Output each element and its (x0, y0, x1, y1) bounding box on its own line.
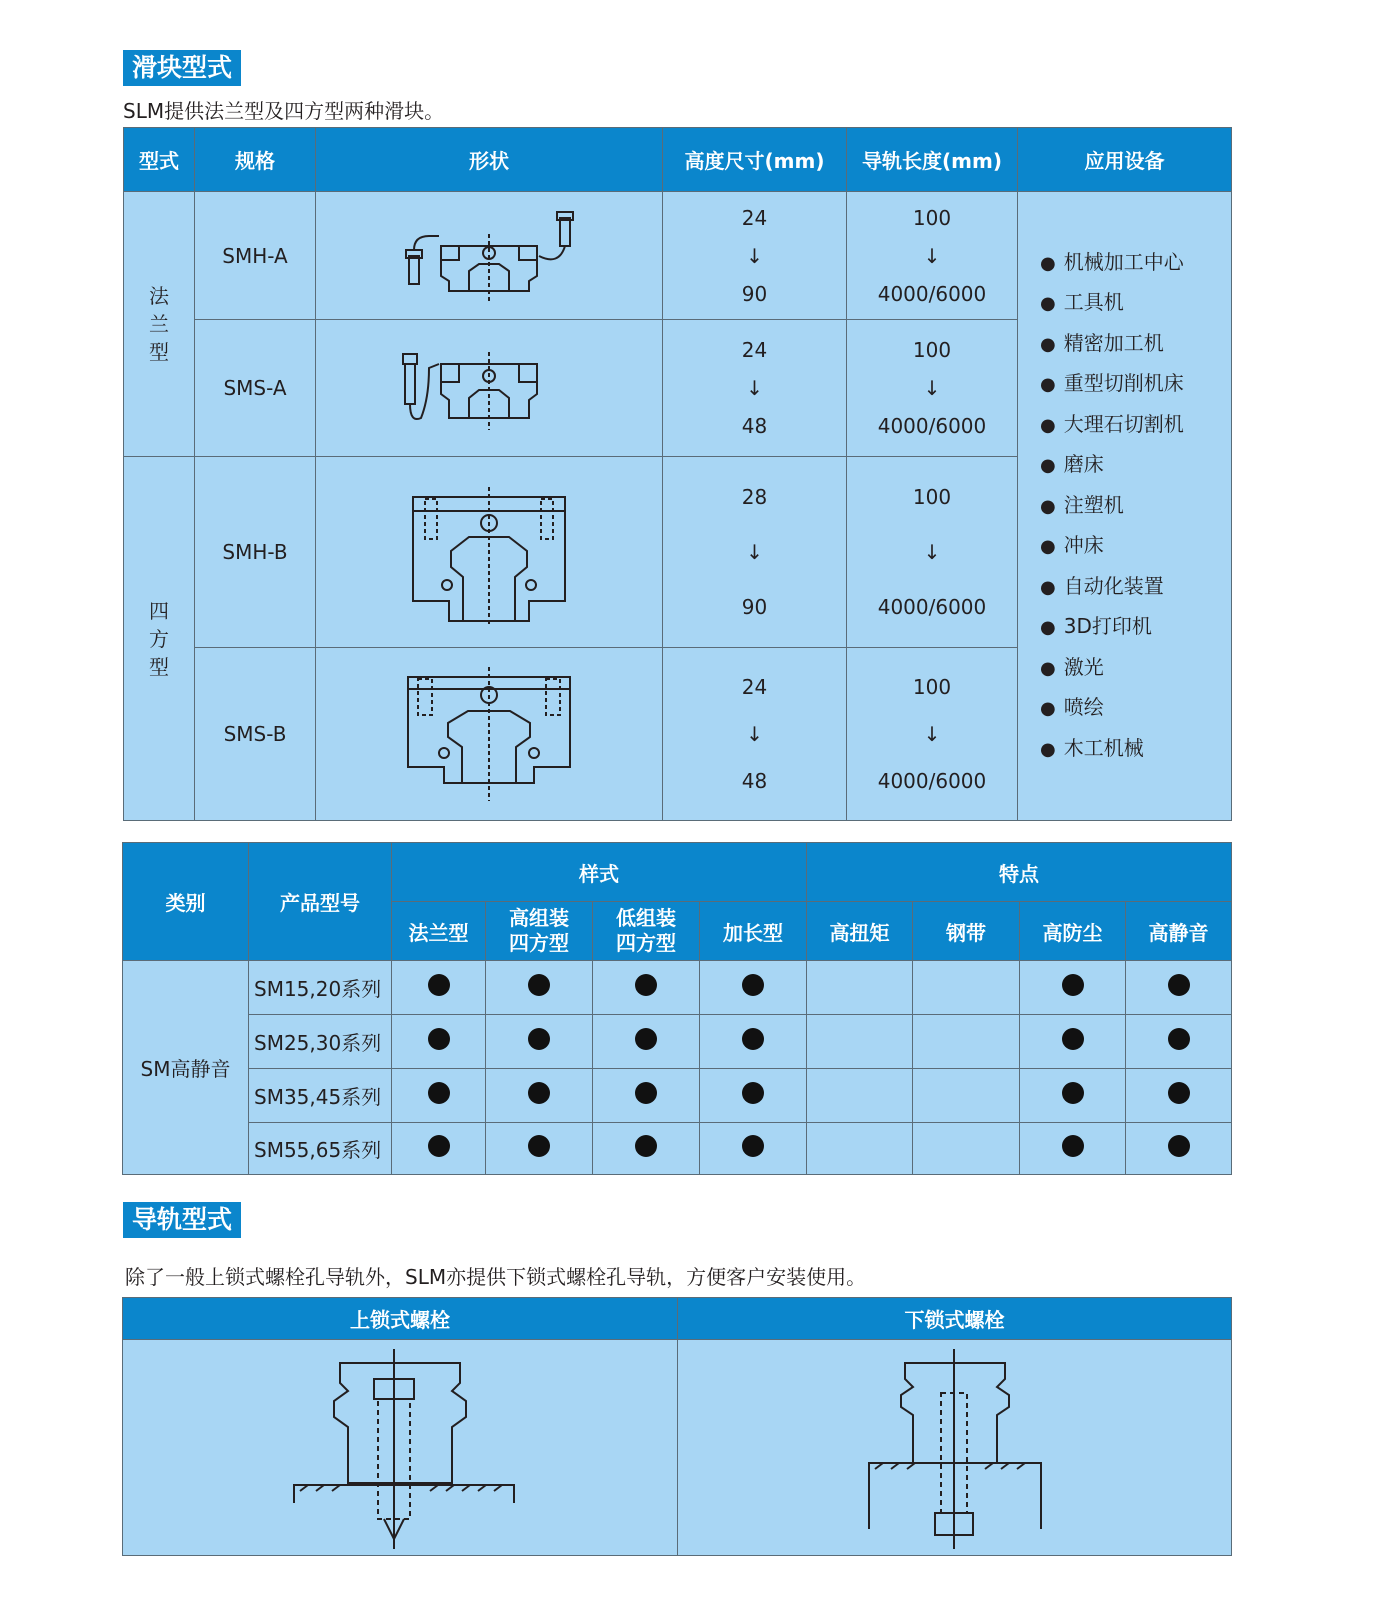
bottom-lock-rail-drawing (855, 1343, 1055, 1553)
header-top-lock: 上锁式螺栓 (123, 1298, 678, 1340)
section-badge-slider: 滑块型式 (123, 50, 241, 86)
mark-cell (1126, 961, 1232, 1015)
header-length: 导轨长度(mm) (847, 128, 1018, 192)
col-low-square: 低组装 四方型 (593, 902, 700, 961)
list-item: ● 激光 (1040, 648, 1231, 689)
mark-cell (700, 1123, 807, 1175)
filled-dot-icon (1062, 974, 1084, 996)
mark-cell (486, 1015, 593, 1069)
header-shape: 形状 (316, 128, 663, 192)
series-feature-table (122, 842, 1232, 1175)
square-block-compact-drawing (394, 659, 584, 809)
mark-cell (392, 961, 486, 1015)
mark-cell (913, 1015, 1020, 1069)
application-list (1018, 192, 1232, 821)
filled-dot-icon (1168, 974, 1190, 996)
mark-cell (1020, 961, 1126, 1015)
top-lock-cell (123, 1340, 678, 1556)
shape-cell (316, 320, 663, 457)
mark-cell (1020, 1069, 1126, 1123)
model-cell: SM15,20系列 (249, 961, 392, 1015)
list-item: ● 自动化装置 (1040, 567, 1231, 608)
mark-cell (486, 1069, 593, 1123)
mark-cell (913, 1069, 1020, 1123)
arrow-down-icon: ↓ (746, 722, 763, 746)
length-cell: 100 ↓ 4000/6000 (847, 457, 1018, 648)
mark-cell (1020, 1015, 1126, 1069)
type-label: 四 方 型 (149, 598, 169, 679)
filled-dot-icon (1062, 1028, 1084, 1050)
height-cell: 24 ↓ 48 (663, 320, 847, 457)
shape-cell (316, 192, 663, 320)
list-item: ● 3D打印机 (1040, 607, 1231, 648)
mark-cell (913, 961, 1020, 1015)
col-high-torque: 高扭矩 (807, 902, 913, 961)
filled-dot-icon (635, 1135, 657, 1157)
top-lock-rail-drawing (280, 1343, 520, 1553)
flange-block-bolt-bottom-drawing (389, 338, 589, 438)
mark-cell (807, 961, 913, 1015)
slider-spec-table (123, 127, 1232, 821)
filled-dot-icon (1062, 1135, 1084, 1157)
shape-cell (316, 457, 663, 648)
arrow-down-icon: ↓ (923, 243, 941, 268)
length-cell: 100 ↓ 4000/6000 (847, 192, 1018, 320)
filled-dot-icon (635, 1028, 657, 1050)
mark-cell (807, 1123, 913, 1175)
mark-cell (593, 1069, 700, 1123)
filled-dot-icon (528, 1028, 550, 1050)
mark-cell (913, 1123, 1020, 1175)
table-row (123, 1123, 1232, 1175)
col-steel-band: 钢带 (913, 902, 1020, 961)
filled-dot-icon (742, 1135, 764, 1157)
header-bottom-lock: 下锁式螺栓 (678, 1298, 1232, 1340)
model-cell: SM25,30系列 (249, 1015, 392, 1069)
header-spec: 规格 (195, 128, 316, 192)
mark-cell (700, 961, 807, 1015)
filled-dot-icon (1168, 1082, 1190, 1104)
length-cell: 100 ↓ 4000/6000 (847, 648, 1018, 821)
list-item: ● 冲床 (1040, 526, 1231, 567)
mark-cell (486, 961, 593, 1015)
list-item: ● 机械加工中心 (1040, 243, 1231, 284)
mark-cell (392, 1015, 486, 1069)
arrow-down-icon: ↓ (746, 540, 763, 564)
mark-cell (700, 1069, 807, 1123)
section-intro-slider: SLM提供法兰型及四方型两种滑块。 (123, 99, 445, 123)
spec-cell: SMH-A (195, 192, 316, 320)
list-item: ● 精密加工机 (1040, 324, 1231, 365)
type-cell-square (124, 457, 195, 821)
type-cell-flange (124, 192, 195, 457)
mark-cell (1126, 1069, 1232, 1123)
filled-dot-icon (528, 974, 550, 996)
mark-cell (1126, 1015, 1232, 1069)
col-extended: 加长型 (700, 902, 807, 961)
height-cell: 24 ↓ 90 (663, 192, 847, 320)
filled-dot-icon (428, 974, 450, 996)
list-item: ● 注塑机 (1040, 486, 1231, 527)
filled-dot-icon (1168, 1028, 1190, 1050)
spec-cell: SMS-A (195, 320, 316, 457)
header-feature: 特点 (807, 843, 1232, 902)
table-row (123, 1069, 1232, 1123)
table-row (124, 192, 1232, 320)
list-item: ● 木工机械 (1040, 729, 1231, 770)
spec-cell: SMS-B (195, 648, 316, 821)
arrow-down-icon: ↓ (923, 376, 941, 400)
header-model: 产品型号 (249, 843, 392, 961)
model-cell: SM55,65系列 (249, 1123, 392, 1175)
filled-dot-icon (428, 1135, 450, 1157)
section-badge-rail: 导轨型式 (123, 1202, 241, 1238)
mark-cell (700, 1015, 807, 1069)
mark-cell (593, 961, 700, 1015)
filled-dot-icon (528, 1135, 550, 1157)
filled-dot-icon (742, 1082, 764, 1104)
filled-dot-icon (428, 1028, 450, 1050)
filled-dot-icon (635, 974, 657, 996)
category-cell: SM高静音 (123, 961, 249, 1175)
model-cell: SM35,45系列 (249, 1069, 392, 1123)
header-application: 应用设备 (1018, 128, 1232, 192)
type-label: 法 兰 型 (149, 284, 169, 364)
square-block-drawing (399, 477, 579, 627)
rail-type-table (122, 1297, 1232, 1556)
length-cell: 100 ↓ 4000/6000 (847, 320, 1018, 457)
height-cell: 24 ↓ 48 (663, 648, 847, 821)
mark-cell (1126, 1123, 1232, 1175)
table-row (123, 1015, 1232, 1069)
filled-dot-icon (742, 974, 764, 996)
flange-block-bolt-top-drawing (389, 206, 589, 306)
col-flange: 法兰型 (392, 902, 486, 961)
filled-dot-icon (1168, 1135, 1190, 1157)
col-dustproof: 高防尘 (1020, 902, 1126, 961)
col-silent: 高静音 (1126, 902, 1232, 961)
mark-cell (392, 1123, 486, 1175)
col-high-square: 高组装 四方型 (486, 902, 593, 961)
list-item: ● 工具机 (1040, 283, 1231, 324)
shape-cell (316, 648, 663, 821)
header-category: 类别 (123, 843, 249, 961)
list-item: ● 磨床 (1040, 445, 1231, 486)
filled-dot-icon (635, 1082, 657, 1104)
mark-cell (807, 1069, 913, 1123)
mark-cell (593, 1015, 700, 1069)
mark-cell (392, 1069, 486, 1123)
bottom-lock-cell (678, 1340, 1232, 1556)
list-item: ● 大理石切割机 (1040, 405, 1231, 446)
header-type: 型式 (124, 128, 195, 192)
mark-cell (1020, 1123, 1126, 1175)
list-item: ● 重型切削机床 (1040, 364, 1231, 405)
filled-dot-icon (1062, 1082, 1084, 1104)
section-intro-rail: 除了一般上锁式螺栓孔导轨外，SLM亦提供下锁式螺栓孔导轨，方便客户安装使用。 (125, 1265, 867, 1289)
arrow-down-icon: ↓ (746, 376, 763, 400)
header-style: 样式 (392, 843, 807, 902)
table-row (123, 961, 1232, 1015)
arrow-down-icon: ↓ (923, 540, 941, 564)
list-item: ● 喷绘 (1040, 688, 1231, 729)
header-height: 高度尺寸(mm) (663, 128, 847, 192)
mark-cell (593, 1123, 700, 1175)
mark-cell (486, 1123, 593, 1175)
filled-dot-icon (428, 1082, 450, 1104)
arrow-down-icon: ↓ (746, 243, 763, 268)
height-cell: 28 ↓ 90 (663, 457, 847, 648)
arrow-down-icon: ↓ (923, 722, 941, 746)
mark-cell (807, 1015, 913, 1069)
filled-dot-icon (528, 1082, 550, 1104)
spec-cell: SMH-B (195, 457, 316, 648)
filled-dot-icon (742, 1028, 764, 1050)
